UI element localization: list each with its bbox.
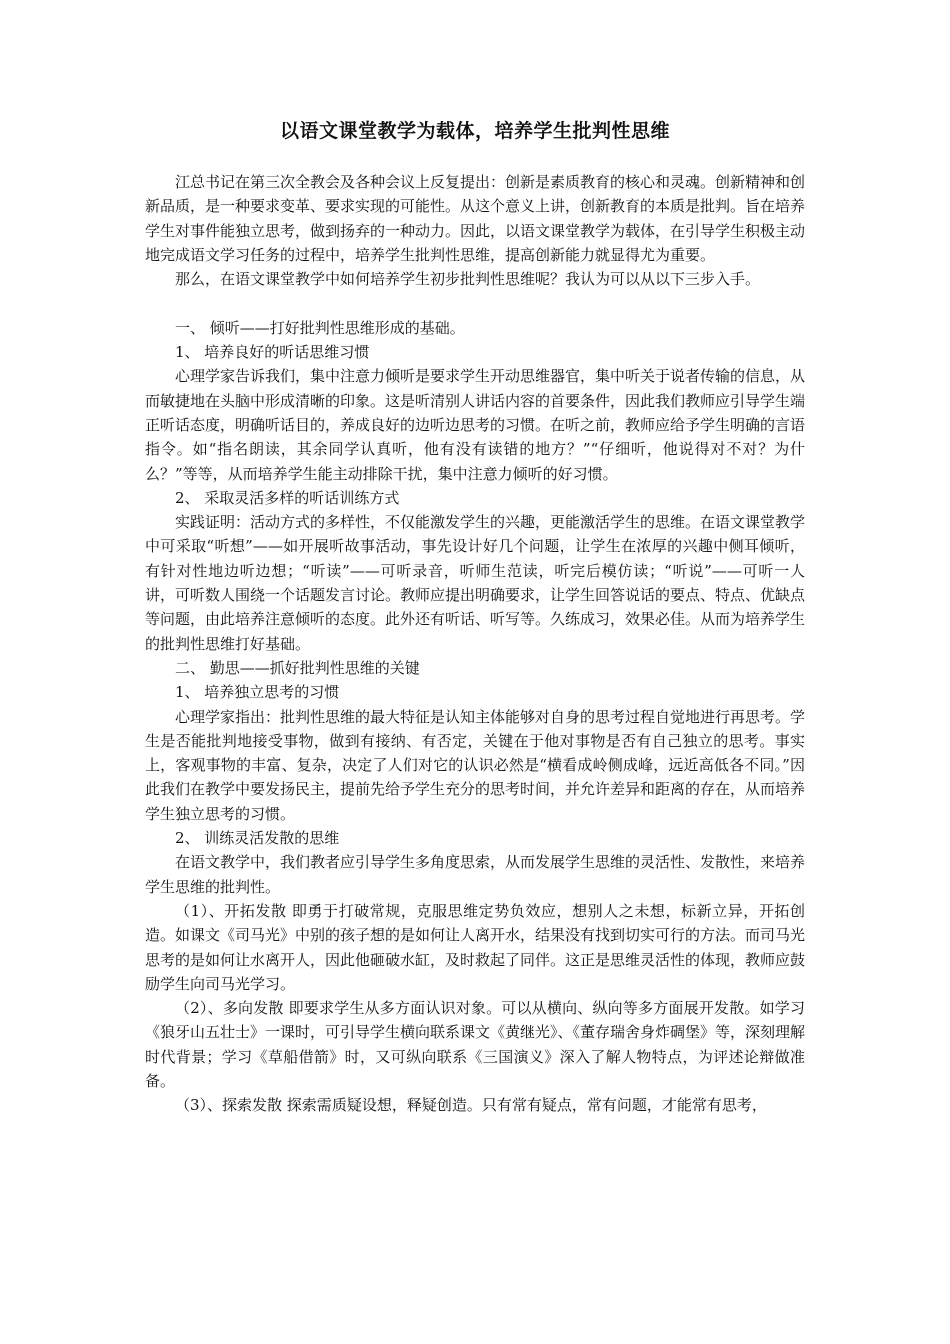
body-paragraph: 在语文教学中，我们教者应引导学生多角度思索，从而发展学生思维的灵活性、发散性，来培养学生思维的批判性。 <box>145 853 806 896</box>
section-heading-2: 二、 勤思——抓好批判性思维的关键 <box>175 658 420 677</box>
blank-line <box>145 291 805 315</box>
intro-paragraph: 江总书记在第三次全教会及各种会议上反复提出：创新是素质教育的核心和灵魂。创新精神和创新品质，是一种要求变革、要求实现的可能性。从这个意义上讲，创新教育的本质是批判。旨在培养学生对事件能独立思考，做到扬弃的一种动力。因此，以语文课堂教学为载体，在引导学生积极主动地完成语文学习任务的过程中，培养学生批判性思维，提高创新能力就显得尤为重要。 <box>145 173 806 264</box>
list-item-paragraph: （3）、探索发散 探索需质疑设想，释疑创造。只有常有疑点，常有问题，才能常有思考， <box>175 1096 767 1115</box>
subsection-heading-2-2: 2、 训练灵活发散的思维 <box>175 829 340 848</box>
intro-question-paragraph: 那么，在语文课堂教学中如何培养学生初步批判性思维呢？我认为可以从以下三步入手。 <box>175 270 761 289</box>
body-paragraph: 实践证明：活动方式的多样性，不仅能激发学生的兴趣，更能激活学生的思维。在语文课堂教学中可采取“听想”——如开展听故事活动，事先设计好几个问题，让学生在浓厚的兴趣中侧耳倾听，有针对性地边听边想；“听读”——可听录音，听师生范读，听完后模仿读；“听说”——可听一人讲，可听数人围绕一个话题发言讨论。教师应提出明确要求，让学生回答说话的要点、特点、优缺点等问题，由此培养注意倾听的态度。此外还有听话、听写等。久练成习，效果必佳。从而为培养学生的批判性思维打好基础。 <box>145 513 806 653</box>
document-title: 以语文课堂教学为载体，培养学生批判性思维 <box>279 120 670 142</box>
subsection-heading-1-1: 1、 培养良好的听话思维习惯 <box>175 343 370 362</box>
subsection-heading-1-2: 2、 采取灵活多样的听话训练方式 <box>175 488 400 507</box>
section-heading-1: 一、 倾听——打好批判性思维形成的基础。 <box>175 318 465 337</box>
body-paragraph: 心理学家指出：批判性思维的最大特征是认知主体能够对自身的思考过程自觉地进行再思考。学生是否能批判地接受事物，做到有接纳、有否定，关键在于他对事物是否有自己独立的思考。事实上，客观事物的丰富、复杂，决定了人们对它的认识必然是“横看成岭侧成峰，远近高低各不同。”因此我们在教学中要发扬民主，提前先给予学生充分的思考时间，并允许差异和距离的存在，从而培养学生独立思考的习惯。 <box>145 707 806 823</box>
list-item-paragraph: （1）、开拓发散 即勇于打破常规，克服思维定势负效应，想别人之未想，标新立异，开拓创造。如课文《司马光》中别的孩子想的是如何让人离开水，结果没有找到切实可行的方法。而司马光思考的是如何让水离开人，因此他砸破水缸，及时救起了同伴。这正是思维灵活性的体现，教师应鼓励学生向司马光学习。 <box>145 901 806 993</box>
body-paragraph: 心理学家告诉我们，集中注意力倾听是要求学生开动思维器官，集中听关于说者传输的信息，从而敏捷地在头脑中形成清晰的印象。这是听清别人讲话内容的首要条件，因此我们教师应引导学生端正听话态度，明确听话目的，养成良好的边听边思考的习惯。在听之前，教师应给予学生明确的言语指令。如“指名朗读，其余同学认真听，他有没有读错的地方？”“仔细听，他说得对不对？为什么？”等等，从而培养学生能主动排除干扰，集中注意力倾听的好习惯。 <box>145 367 806 483</box>
subsection-heading-2-1: 1、 培养独立思考的习惯 <box>175 683 340 702</box>
document-page <box>145 118 805 1118</box>
list-item-paragraph: （2）、多向发散 即要求学生从多方面认识对象。可以从横向、纵向等多方面展开发散。如学习《狼牙山五壮士》一课时，可引导学生横向联系课文《黄继光》、《董存瑞舍身炸碉堡》等，深刻理解时代背景；学习《草船借箭》时，又可纵向联系《三国演义》深入了解人物特点，为评述论辩做准备。 <box>145 999 806 1090</box>
